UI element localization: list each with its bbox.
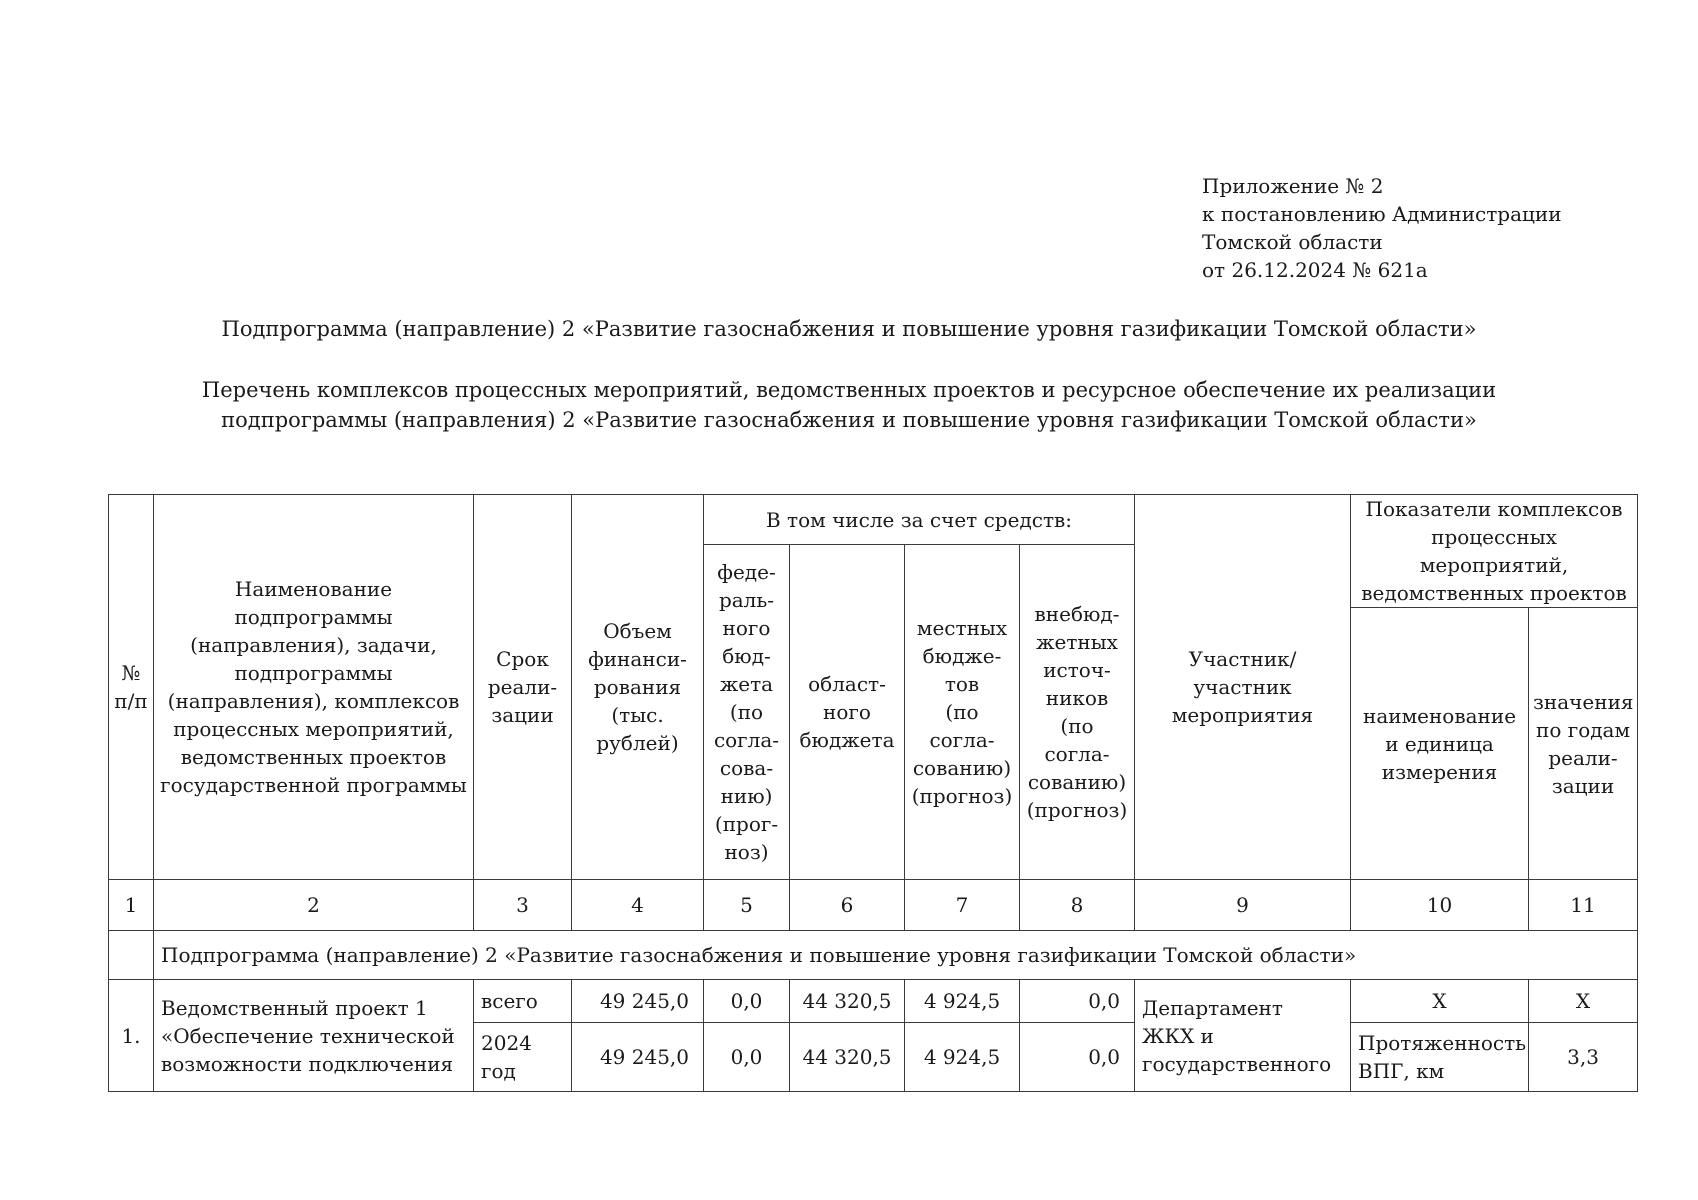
column-number: 2: [154, 880, 474, 931]
annex-line: от 26.12.2024 № 621а: [1202, 258, 1428, 282]
header-federal: феде- раль- ного бюд- жета (по согла- сова- нию) (прог- ноз): [704, 545, 790, 880]
empty-cell: [109, 931, 154, 980]
column-number: 1: [109, 880, 154, 931]
subprogram-title: Подпрограмма (направление) 2 «Развитие газоснабжения и повышение уровня газификации Томской области»: [221, 317, 1477, 341]
column-number: 8: [1020, 880, 1135, 931]
header-participant: Участник/ участник мероприятия: [1135, 495, 1351, 880]
list-heading: [0, 375, 1698, 435]
header-num: № п/п: [109, 495, 154, 880]
federal-cell: 0,0: [704, 1023, 790, 1092]
volume-cell: 49 245,0: [572, 980, 704, 1023]
header-ind-name: наименование и единица измерения: [1351, 608, 1529, 880]
measures-table: [108, 494, 1638, 1092]
annex-line: к постановлению Администрации: [1202, 202, 1562, 226]
header-term: Срок реали- зации: [474, 495, 572, 880]
extra-cell: 0,0: [1020, 980, 1135, 1023]
column-number: 5: [704, 880, 790, 931]
annex-line: Приложение № 2: [1202, 174, 1384, 198]
header-extra: внебюд- жетных источ- ников (по согла- сованию) (прогноз): [1020, 545, 1135, 880]
subprogram-heading: [0, 314, 1698, 344]
indicator-name-cell: Х: [1351, 980, 1529, 1023]
annex-line: Томской области: [1202, 230, 1383, 254]
column-number: 3: [474, 880, 572, 931]
indicator-value-cell: 3,3: [1529, 1023, 1638, 1092]
indicator-value-cell: Х: [1529, 980, 1638, 1023]
column-number: 7: [905, 880, 1020, 931]
column-number: 10: [1351, 880, 1529, 931]
list-title-line: подпрограммы (направления) 2 «Развитие газоснабжения и повышение уровня газификации Томской области»: [221, 408, 1477, 432]
regional-cell: 44 320,5: [790, 980, 905, 1023]
column-number: 9: [1135, 880, 1351, 931]
column-number: 6: [790, 880, 905, 931]
federal-cell: 0,0: [704, 980, 790, 1023]
annex-block: [1202, 172, 1562, 284]
header-ind-values: значения по годам реали- зации: [1529, 608, 1638, 880]
term-cell: всего: [474, 980, 572, 1023]
participant-cell: Департамент ЖКХ и государственного: [1135, 980, 1351, 1092]
subprogram-row: Подпрограмма (направление) 2 «Развитие газоснабжения и повышение уровня газификации Томской области»: [154, 931, 1638, 980]
regional-cell: 44 320,5: [790, 1023, 905, 1092]
list-title-line: Перечень комплексов процессных мероприятий, ведомственных проектов и ресурсное обеспечение их реализации: [201, 378, 1497, 402]
project-num: 1.: [109, 980, 154, 1092]
indicator-name-cell: Протяженность ВПГ, км: [1351, 1023, 1529, 1092]
header-volume: Объем финанси- рования (тыс. рублей): [572, 495, 704, 880]
header-regional: област- ного бюджета: [790, 545, 905, 880]
column-number: 11: [1529, 880, 1638, 931]
header-including: В том числе за счет средств:: [704, 495, 1135, 545]
column-number: 4: [572, 880, 704, 931]
local-cell: 4 924,5: [905, 980, 1020, 1023]
local-cell: 4 924,5: [905, 1023, 1020, 1092]
volume-cell: 49 245,0: [572, 1023, 704, 1092]
header-local: местных бюдже- тов (по согла- сованию) (прогноз): [905, 545, 1020, 880]
header-name: Наименование подпрограммы (направления), задачи, подпрограммы (направления), комплексов процессных мероприятий, ведомственных проектов государственной программы: [154, 495, 474, 880]
extra-cell: 0,0: [1020, 1023, 1135, 1092]
header-indicators: Показатели комплексов процессных мероприятий, ведомственных проектов: [1351, 495, 1638, 608]
term-cell: 2024 год: [474, 1023, 572, 1092]
project-name: Ведомственный проект 1 «Обеспечение технической возможности подключения: [154, 980, 474, 1092]
